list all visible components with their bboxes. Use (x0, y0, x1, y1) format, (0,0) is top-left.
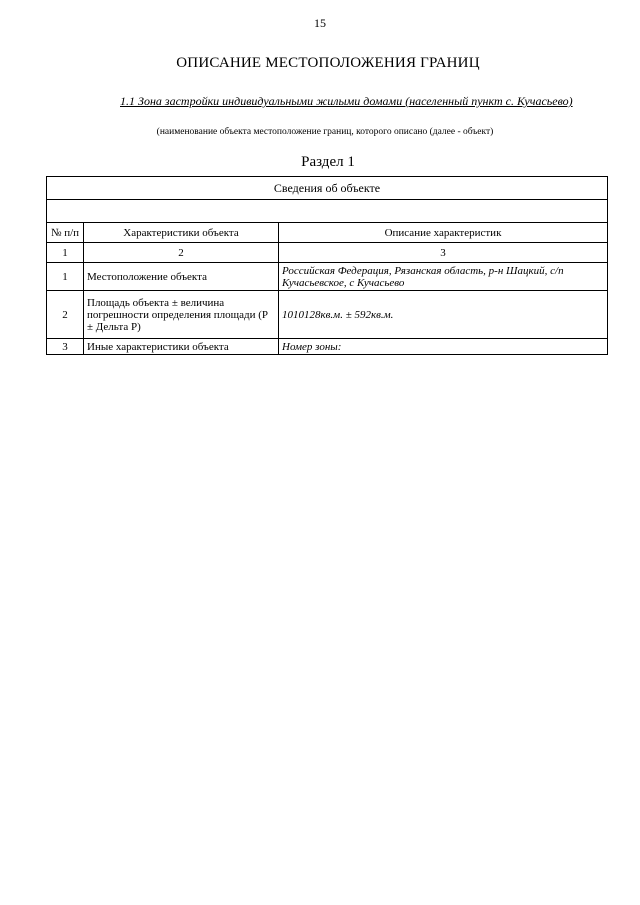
row-characteristic: Местоположение объекта (84, 263, 279, 291)
column-number-3: 3 (279, 243, 608, 263)
column-header-characteristic: Характеристики объекта (84, 223, 279, 243)
row-description: 1010128кв.м. ± 592кв.м. (279, 291, 608, 339)
row-characteristic: Площадь объекта ± величина погрешности определения площади (Р ± Дельта Р) (84, 291, 279, 339)
table-empty-row (47, 200, 608, 223)
table-row (47, 339, 608, 355)
table-row (47, 291, 608, 339)
document-title: ОПИСАНИЕ МЕСТОПОЛОЖЕНИЯ ГРАНИЦ (176, 55, 480, 71)
page-number: 15 (314, 16, 326, 30)
table-caption: Сведения об объекте (47, 177, 608, 200)
object-name-caption: (наименование объекта местоположение границ, которого описано (далее - объект) (156, 127, 494, 137)
object-name: 1.1 Зона застройки индивидуальными жилыми домами (населенный пункт с. Кучасьево) (120, 94, 573, 108)
row-number: 2 (47, 291, 84, 339)
table-caption-row (47, 177, 608, 200)
object-info-table (46, 176, 608, 355)
row-number: 1 (47, 263, 84, 291)
row-description: Номер зоны: (279, 339, 608, 355)
table-empty-cell (47, 200, 608, 223)
row-description: Российская Федерация, Рязанская область, р-н Шацкий, с/п Кучасьевское, с Кучасьево (279, 263, 608, 291)
column-header-description: Описание характеристик (279, 223, 608, 243)
column-number-1: 1 (47, 243, 84, 263)
table-row (47, 263, 608, 291)
row-characteristic: Иные характеристики объекта (84, 339, 279, 355)
column-number-2: 2 (84, 243, 279, 263)
section-title: Раздел 1 (301, 154, 355, 170)
table-column-numbers-row (47, 243, 608, 263)
table-header-row (47, 223, 608, 243)
column-header-number: № п/п (47, 223, 84, 243)
row-number: 3 (47, 339, 84, 355)
